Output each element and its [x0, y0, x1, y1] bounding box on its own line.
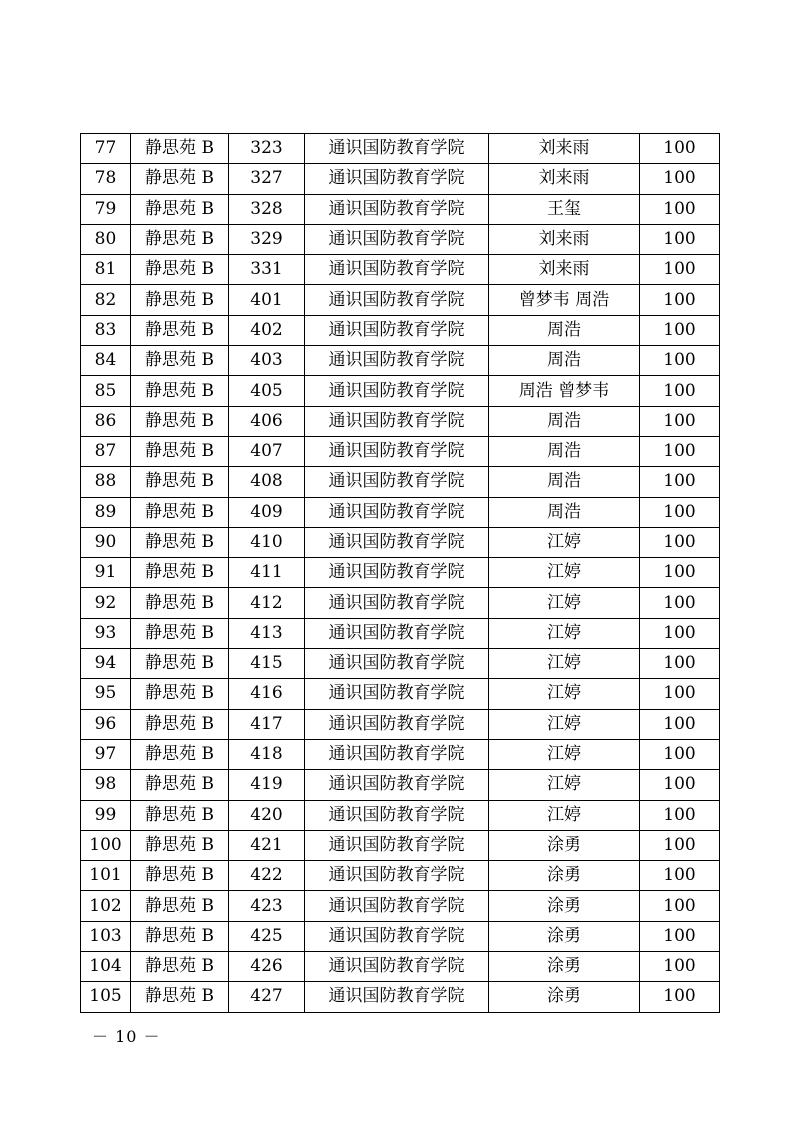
college-cell: 通识国防教育学院 [305, 861, 489, 891]
manager-cell: 江婷 [489, 588, 640, 618]
table-row [81, 497, 720, 527]
row-number-cell: 96 [81, 709, 131, 739]
manager-cell: 江婷 [489, 527, 640, 557]
college-cell: 通识国防教育学院 [305, 346, 489, 376]
table-row [81, 164, 720, 194]
college-cell: 通识国防教育学院 [305, 285, 489, 315]
building-cell: 静思苑 B [131, 467, 229, 497]
table-row [81, 921, 720, 951]
college-cell: 通识国防教育学院 [305, 618, 489, 648]
building-cell: 静思苑 B [131, 618, 229, 648]
manager-cell: 周浩 曾梦韦 [489, 376, 640, 406]
score-cell: 100 [640, 134, 720, 164]
building-cell: 静思苑 B [131, 952, 229, 982]
table-row [81, 679, 720, 709]
table-row [81, 315, 720, 345]
table-row [81, 649, 720, 679]
page-number: － 10 － [92, 1027, 161, 1046]
building-cell: 静思苑 B [131, 739, 229, 769]
manager-cell: 江婷 [489, 739, 640, 769]
row-number-cell: 100 [81, 830, 131, 860]
score-cell: 100 [640, 558, 720, 588]
table-row [81, 467, 720, 497]
room-number-cell: 423 [229, 891, 305, 921]
score-cell: 100 [640, 164, 720, 194]
table-row [81, 861, 720, 891]
college-cell: 通识国防教育学院 [305, 709, 489, 739]
score-cell: 100 [640, 194, 720, 224]
row-number-cell: 105 [81, 982, 131, 1012]
table-row [81, 952, 720, 982]
row-number-cell: 95 [81, 679, 131, 709]
manager-cell: 曾梦韦 周浩 [489, 285, 640, 315]
manager-cell: 江婷 [489, 800, 640, 830]
building-cell: 静思苑 B [131, 497, 229, 527]
room-number-cell: 327 [229, 164, 305, 194]
score-cell: 100 [640, 770, 720, 800]
room-number-cell: 407 [229, 436, 305, 466]
college-cell: 通识国防教育学院 [305, 527, 489, 557]
table-row [81, 891, 720, 921]
building-cell: 静思苑 B [131, 346, 229, 376]
room-number-cell: 401 [229, 285, 305, 315]
building-cell: 静思苑 B [131, 527, 229, 557]
score-cell: 100 [640, 315, 720, 345]
college-cell: 通识国防教育学院 [305, 952, 489, 982]
room-number-cell: 420 [229, 800, 305, 830]
college-cell: 通识国防教育学院 [305, 255, 489, 285]
room-number-cell: 413 [229, 618, 305, 648]
row-number-cell: 93 [81, 618, 131, 648]
row-number-cell: 104 [81, 952, 131, 982]
score-cell: 100 [640, 739, 720, 769]
room-number-cell: 419 [229, 770, 305, 800]
row-number-cell: 90 [81, 527, 131, 557]
row-number-cell: 98 [81, 770, 131, 800]
college-cell: 通识国防教育学院 [305, 588, 489, 618]
score-cell: 100 [640, 709, 720, 739]
manager-cell: 江婷 [489, 679, 640, 709]
room-number-cell: 426 [229, 952, 305, 982]
college-cell: 通识国防教育学院 [305, 739, 489, 769]
score-cell: 100 [640, 255, 720, 285]
building-cell: 静思苑 B [131, 558, 229, 588]
row-number-cell: 102 [81, 891, 131, 921]
table-row [81, 255, 720, 285]
manager-cell: 周浩 [489, 315, 640, 345]
manager-cell: 周浩 [489, 497, 640, 527]
building-cell: 静思苑 B [131, 982, 229, 1012]
table-row [81, 194, 720, 224]
building-cell: 静思苑 B [131, 376, 229, 406]
building-cell: 静思苑 B [131, 194, 229, 224]
row-number-cell: 87 [81, 436, 131, 466]
score-cell: 100 [640, 346, 720, 376]
room-number-cell: 411 [229, 558, 305, 588]
building-cell: 静思苑 B [131, 224, 229, 254]
score-cell: 100 [640, 679, 720, 709]
manager-cell: 江婷 [489, 770, 640, 800]
room-number-cell: 418 [229, 739, 305, 769]
row-number-cell: 89 [81, 497, 131, 527]
score-cell: 100 [640, 224, 720, 254]
score-cell: 100 [640, 497, 720, 527]
college-cell: 通识国防教育学院 [305, 315, 489, 345]
score-cell: 100 [640, 982, 720, 1012]
score-cell: 100 [640, 800, 720, 830]
table-row [81, 406, 720, 436]
row-number-cell: 94 [81, 649, 131, 679]
college-cell: 通识国防教育学院 [305, 467, 489, 497]
college-cell: 通识国防教育学院 [305, 679, 489, 709]
room-number-cell: 331 [229, 255, 305, 285]
score-cell: 100 [640, 588, 720, 618]
row-number-cell: 78 [81, 164, 131, 194]
score-cell: 100 [640, 649, 720, 679]
row-number-cell: 86 [81, 406, 131, 436]
building-cell: 静思苑 B [131, 770, 229, 800]
building-cell: 静思苑 B [131, 800, 229, 830]
dormitory-score-table [80, 133, 720, 1013]
building-cell: 静思苑 B [131, 679, 229, 709]
college-cell: 通识国防教育学院 [305, 649, 489, 679]
room-number-cell: 406 [229, 406, 305, 436]
table-row [81, 134, 720, 164]
row-number-cell: 79 [81, 194, 131, 224]
room-number-cell: 409 [229, 497, 305, 527]
score-cell: 100 [640, 921, 720, 951]
building-cell: 静思苑 B [131, 649, 229, 679]
building-cell: 静思苑 B [131, 255, 229, 285]
college-cell: 通识国防教育学院 [305, 164, 489, 194]
table-row [81, 800, 720, 830]
room-number-cell: 323 [229, 134, 305, 164]
manager-cell: 刘来雨 [489, 255, 640, 285]
college-cell: 通识国防教育学院 [305, 134, 489, 164]
table-row [81, 618, 720, 648]
score-cell: 100 [640, 952, 720, 982]
manager-cell: 刘来雨 [489, 134, 640, 164]
college-cell: 通识国防教育学院 [305, 436, 489, 466]
room-number-cell: 427 [229, 982, 305, 1012]
manager-cell: 刘来雨 [489, 224, 640, 254]
room-number-cell: 408 [229, 467, 305, 497]
building-cell: 静思苑 B [131, 861, 229, 891]
row-number-cell: 82 [81, 285, 131, 315]
score-cell: 100 [640, 285, 720, 315]
table-row [81, 346, 720, 376]
college-cell: 通识国防教育学院 [305, 921, 489, 951]
table-row [81, 982, 720, 1012]
score-cell: 100 [640, 527, 720, 557]
score-cell: 100 [640, 436, 720, 466]
score-cell: 100 [640, 891, 720, 921]
manager-cell: 周浩 [489, 467, 640, 497]
room-number-cell: 412 [229, 588, 305, 618]
room-number-cell: 416 [229, 679, 305, 709]
manager-cell: 涂勇 [489, 830, 640, 860]
row-number-cell: 85 [81, 376, 131, 406]
room-number-cell: 410 [229, 527, 305, 557]
room-number-cell: 405 [229, 376, 305, 406]
table-body [81, 134, 720, 1013]
college-cell: 通识国防教育学院 [305, 558, 489, 588]
college-cell: 通识国防教育学院 [305, 194, 489, 224]
table-row [81, 224, 720, 254]
building-cell: 静思苑 B [131, 830, 229, 860]
college-cell: 通识国防教育学院 [305, 770, 489, 800]
score-cell: 100 [640, 376, 720, 406]
college-cell: 通识国防教育学院 [305, 406, 489, 436]
building-cell: 静思苑 B [131, 709, 229, 739]
row-number-cell: 83 [81, 315, 131, 345]
building-cell: 静思苑 B [131, 164, 229, 194]
table-row [81, 558, 720, 588]
manager-cell: 江婷 [489, 649, 640, 679]
row-number-cell: 77 [81, 134, 131, 164]
manager-cell: 江婷 [489, 618, 640, 648]
manager-cell: 涂勇 [489, 861, 640, 891]
room-number-cell: 422 [229, 861, 305, 891]
row-number-cell: 81 [81, 255, 131, 285]
room-number-cell: 328 [229, 194, 305, 224]
table-row [81, 376, 720, 406]
college-cell: 通识国防教育学院 [305, 830, 489, 860]
building-cell: 静思苑 B [131, 921, 229, 951]
score-cell: 100 [640, 618, 720, 648]
manager-cell: 周浩 [489, 436, 640, 466]
manager-cell: 周浩 [489, 346, 640, 376]
manager-cell: 涂勇 [489, 982, 640, 1012]
manager-cell: 江婷 [489, 558, 640, 588]
score-cell: 100 [640, 861, 720, 891]
college-cell: 通识国防教育学院 [305, 224, 489, 254]
table-row [81, 588, 720, 618]
score-cell: 100 [640, 406, 720, 436]
building-cell: 静思苑 B [131, 406, 229, 436]
building-cell: 静思苑 B [131, 436, 229, 466]
manager-cell: 王玺 [489, 194, 640, 224]
college-cell: 通识国防教育学院 [305, 982, 489, 1012]
college-cell: 通识国防教育学院 [305, 497, 489, 527]
score-cell: 100 [640, 830, 720, 860]
room-number-cell: 415 [229, 649, 305, 679]
table-row [81, 285, 720, 315]
room-number-cell: 329 [229, 224, 305, 254]
table-row [81, 739, 720, 769]
building-cell: 静思苑 B [131, 134, 229, 164]
manager-cell: 周浩 [489, 406, 640, 436]
manager-cell: 涂勇 [489, 891, 640, 921]
room-number-cell: 417 [229, 709, 305, 739]
room-number-cell: 421 [229, 830, 305, 860]
building-cell: 静思苑 B [131, 285, 229, 315]
building-cell: 静思苑 B [131, 315, 229, 345]
row-number-cell: 97 [81, 739, 131, 769]
room-number-cell: 402 [229, 315, 305, 345]
table-row [81, 770, 720, 800]
row-number-cell: 92 [81, 588, 131, 618]
row-number-cell: 103 [81, 921, 131, 951]
room-number-cell: 425 [229, 921, 305, 951]
college-cell: 通识国防教育学院 [305, 800, 489, 830]
table-row [81, 830, 720, 860]
building-cell: 静思苑 B [131, 891, 229, 921]
college-cell: 通识国防教育学院 [305, 891, 489, 921]
row-number-cell: 99 [81, 800, 131, 830]
college-cell: 通识国防教育学院 [305, 376, 489, 406]
manager-cell: 江婷 [489, 709, 640, 739]
manager-cell: 涂勇 [489, 952, 640, 982]
score-cell: 100 [640, 467, 720, 497]
table-row [81, 527, 720, 557]
table-row [81, 709, 720, 739]
row-number-cell: 84 [81, 346, 131, 376]
row-number-cell: 101 [81, 861, 131, 891]
row-number-cell: 91 [81, 558, 131, 588]
manager-cell: 涂勇 [489, 921, 640, 951]
manager-cell: 刘来雨 [489, 164, 640, 194]
table-row [81, 436, 720, 466]
room-number-cell: 403 [229, 346, 305, 376]
row-number-cell: 80 [81, 224, 131, 254]
row-number-cell: 88 [81, 467, 131, 497]
building-cell: 静思苑 B [131, 588, 229, 618]
